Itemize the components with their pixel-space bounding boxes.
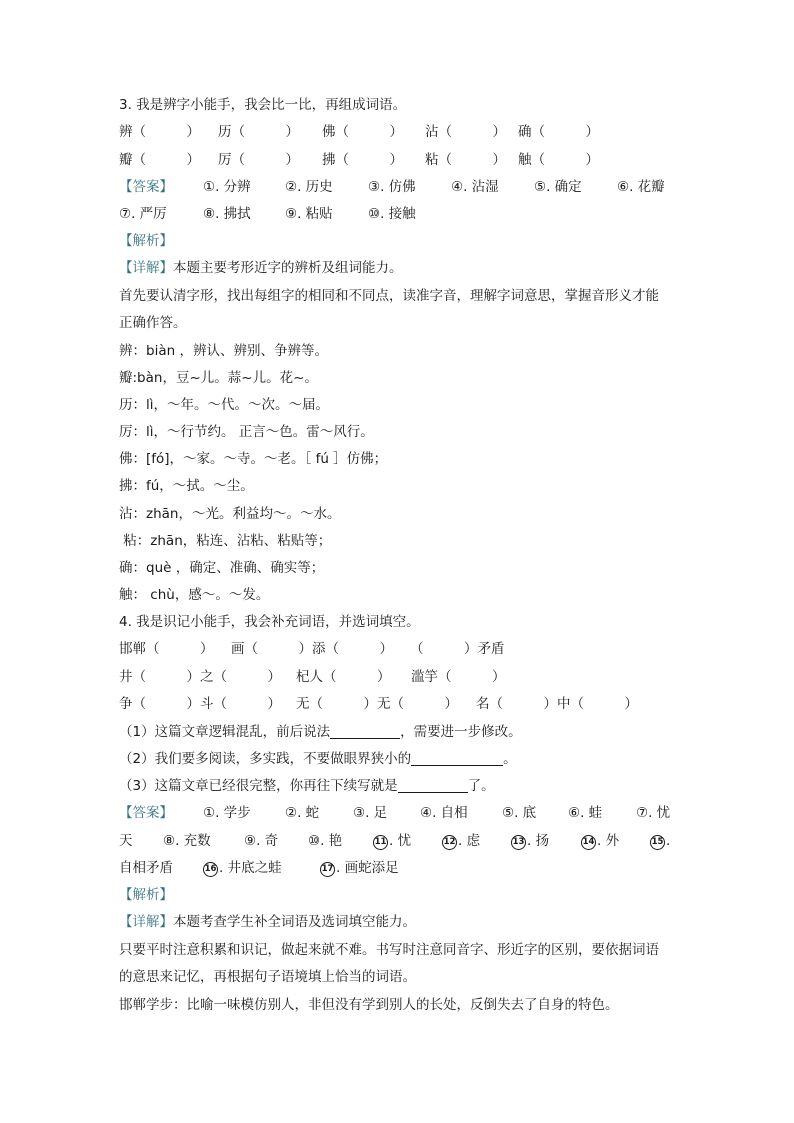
answer-item: ⑥. 花瓣 — [617, 179, 665, 195]
answer-item: 14 . 外 — [582, 833, 620, 849]
note-line: 拂：fú，～拭。～尘。 — [119, 478, 254, 494]
detail-line — [119, 912, 416, 932]
answer-item: ⑦. 忧 — [636, 805, 671, 821]
q4-title: 4. 我是识记小能手，我会补充词语，并选词填空。 — [119, 614, 420, 630]
answer-item: ⑦. 严厉 — [119, 206, 167, 222]
q3-title: 3. 我是辨字小能手，我会比一比，再组成词语。 — [119, 97, 407, 113]
answer-tag: 【答案】 — [119, 805, 173, 821]
q3-item: 触（ ） — [518, 152, 599, 168]
circled-number: 13 — [511, 835, 526, 850]
q3-item: 拂（ ） — [322, 152, 403, 168]
answer-item: 11 . 忧 — [374, 833, 412, 849]
answer-item: ⑨. 奇 — [244, 833, 279, 849]
q4-item: （ ）矛盾 — [410, 641, 505, 657]
fill-sentence-2: （2）我们要多阅读，多实践，不要做眼界狭小的 。 — [119, 751, 517, 767]
detail-line — [119, 258, 403, 278]
answer-item: ⑧. 充数 — [163, 833, 211, 849]
answer-tag: 【答案】 — [119, 179, 173, 195]
detail-text: 本题主要考形近字的辨析及组词能力。 — [173, 260, 403, 276]
fill-sentence-3: （3）这篇文章已经很完整，你再往下续写就是 了。 — [119, 778, 495, 794]
circled-number: 16 — [203, 862, 218, 877]
q4-item: 争（ ）斗（ ） — [119, 696, 281, 712]
note-line: 辨：biàn ，辨认、辨别、争辨等。 — [119, 343, 328, 359]
circled-number: 11 — [373, 835, 388, 850]
answer-item: ⑥. 蛙 — [568, 805, 603, 821]
answer-item: ⑩. 接触 — [368, 206, 416, 222]
q3-item: 历（ ） — [218, 124, 299, 140]
paragraph-line: 正确作答。 — [119, 315, 187, 331]
answer-item: ①. 学步 — [203, 805, 251, 821]
answer-item: ④. 沾湿 — [451, 179, 499, 195]
q3-item: 瓣（ ） — [119, 152, 200, 168]
paragraph-line: 的意思来记忆，再根据句子语境填上恰当的词语。 — [119, 969, 416, 985]
answer-item: 15 . — [651, 833, 671, 849]
q3-item: 辨（ ） — [119, 124, 200, 140]
q4-item: 名（ ）中（ ） — [476, 696, 638, 712]
paragraph-line: 只要平时注意积累和识记，做起来就不难。书写时注意同音字、形近字的区别，要依据词语 — [119, 942, 659, 958]
note-line: 沾：zhān，～光。利益均～。～水。 — [119, 506, 341, 522]
note-line: 厉：lì，～行节约。 正言～色。雷～风行。 — [119, 424, 374, 440]
answer-item: ③. 仿佛 — [368, 179, 416, 195]
q4-item: 滥竽（ ） — [411, 669, 506, 685]
answer-item: 13 . 扬 — [512, 833, 550, 849]
analysis-tag: 【解析】 — [119, 233, 173, 249]
answer-item: ②. 蛇 — [285, 805, 320, 821]
fill-blank[interactable] — [330, 724, 400, 739]
answer-item: ②. 历史 — [285, 179, 333, 195]
detail-tag: 【详解】 — [119, 914, 173, 930]
note-line: 确：què ，确定、准确、确实等； — [119, 560, 325, 576]
answer-item: 16 . 井底之蛙 — [204, 860, 282, 876]
answer-item: 自相矛盾 — [119, 860, 173, 876]
answer-item: ⑤. 底 — [502, 805, 537, 821]
note-line: 佛：[fó]，～家。～寺。～老。［ fú ］仿佛； — [119, 451, 388, 467]
q3-item: 确（ ） — [518, 124, 599, 140]
circled-number: 17 — [320, 862, 335, 877]
q4-item: 无（ ）无（ ） — [296, 696, 458, 712]
circled-number: 12 — [442, 835, 457, 850]
answer-item: ⑨. 粘贴 — [285, 206, 333, 222]
answer-item: ⑧. 拂拭 — [203, 206, 251, 222]
paragraph-line: 邯郸学步：比喻一味模仿别人，非但没有学到别人的长处，反倒失去了自身的特色。 — [119, 997, 619, 1013]
answer-item: 天 — [119, 833, 133, 849]
q3-item: 厉（ ） — [218, 152, 299, 168]
fill-sentence-1: （1）这篇文章逻辑混乱，前后说法 ，需要进一步修改。 — [119, 724, 522, 740]
answer-item: ⑤. 确定 — [534, 179, 582, 195]
q3-item: 佛（ ） — [322, 124, 403, 140]
paragraph-line: 首先要认清字形，找出每组字的相同和不同点，读准字音，理解字词意思，掌握音形义才能 — [119, 288, 659, 304]
fill-blank[interactable] — [411, 751, 503, 766]
circled-number: 14 — [581, 835, 596, 850]
circled-number: 15 — [650, 835, 665, 850]
fill-blank[interactable] — [398, 778, 468, 793]
answer-item: 12 . 虑 — [443, 833, 481, 849]
detail-text: 本题考查学生补全词语及选词填空能力。 — [173, 914, 416, 930]
note-line: 瓣:bàn，豆~儿。蒜~儿。花~。 — [119, 370, 318, 386]
note-line: 粘：zhān，粘连、沾粘、粘贴等； — [119, 533, 332, 549]
answer-item: ⑩. 艳 — [308, 833, 343, 849]
q4-item: 井（ ）之（ ） — [119, 669, 281, 685]
answer-item: ③. 足 — [353, 805, 388, 821]
q4-item: 杞人（ ） — [296, 669, 391, 685]
answer-item: ①. 分辨 — [203, 179, 251, 195]
note-line: 历：lì，～年。～代。～次。～届。 — [119, 397, 330, 413]
analysis-tag: 【解析】 — [119, 887, 173, 903]
q3-item: 粘（ ） — [425, 152, 506, 168]
q3-item: 沾（ ） — [425, 124, 506, 140]
note-line: 触： chù，感～。～发。 — [119, 587, 270, 603]
detail-tag: 【详解】 — [119, 260, 173, 276]
q4-item: 画（ ）添（ ） — [231, 641, 393, 657]
answer-item: 17 . 画蛇添足 — [321, 860, 399, 876]
q4-item: 邯郸（ ） — [119, 641, 214, 657]
answer-item: ④. 自相 — [420, 805, 468, 821]
